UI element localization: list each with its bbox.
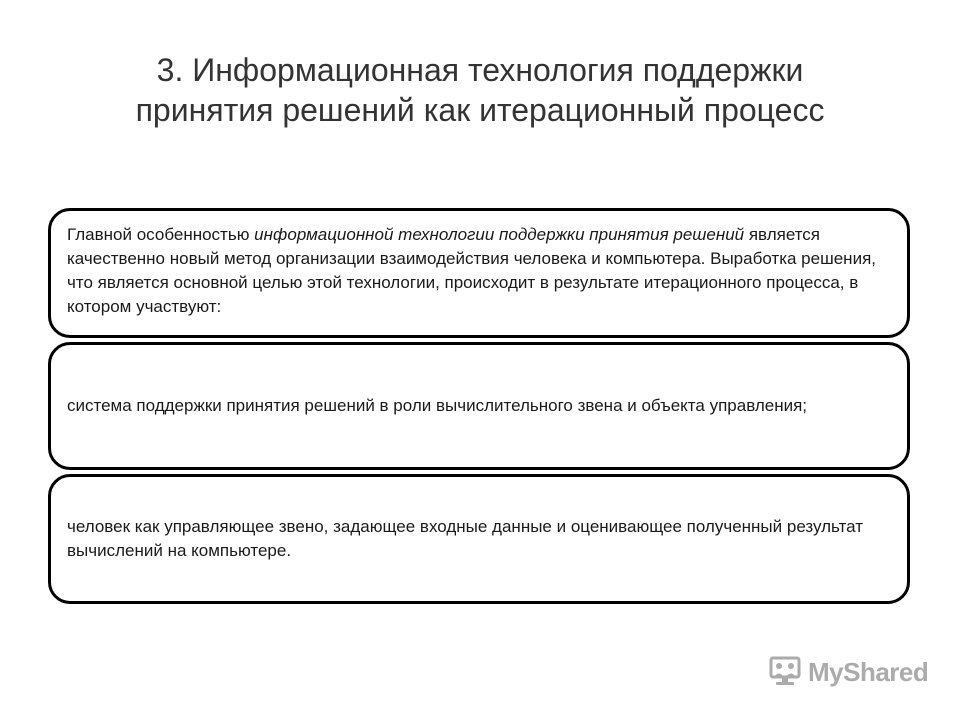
definition-box [48, 208, 910, 338]
participant-system-box [48, 342, 910, 470]
watermark-text: MyShared [808, 656, 929, 687]
slide-title [60, 50, 900, 130]
participant-system-text: система поддержки принятия решений в роли вычислительного звена и объекта управления; [67, 396, 808, 415]
definition-text-italic: информационной технологии поддержки принятия решений [254, 225, 745, 244]
participant-human-text: человек как управляющее звено, задающее входные данные и оценивающее полученный результат вычислений на компьютере. [67, 517, 864, 560]
watermark [768, 652, 928, 692]
monitor-people-icon [768, 655, 802, 689]
definition-text-suffix: является качественно новый метод организации взаимодействия человека и компьютера. Выработка решения, что является основной целью этой технологии, происходит в результате итерационного процесса, в котором участвуют: [67, 225, 876, 316]
definition-text-prefix: Главной особенностью [67, 225, 255, 244]
definition-text [67, 223, 889, 319]
participant-human-box [48, 474, 910, 604]
title-line-2: принятия решений как итерационный процесс [135, 92, 825, 128]
title-line-1: 3. Информационная технология поддержки [156, 52, 804, 88]
